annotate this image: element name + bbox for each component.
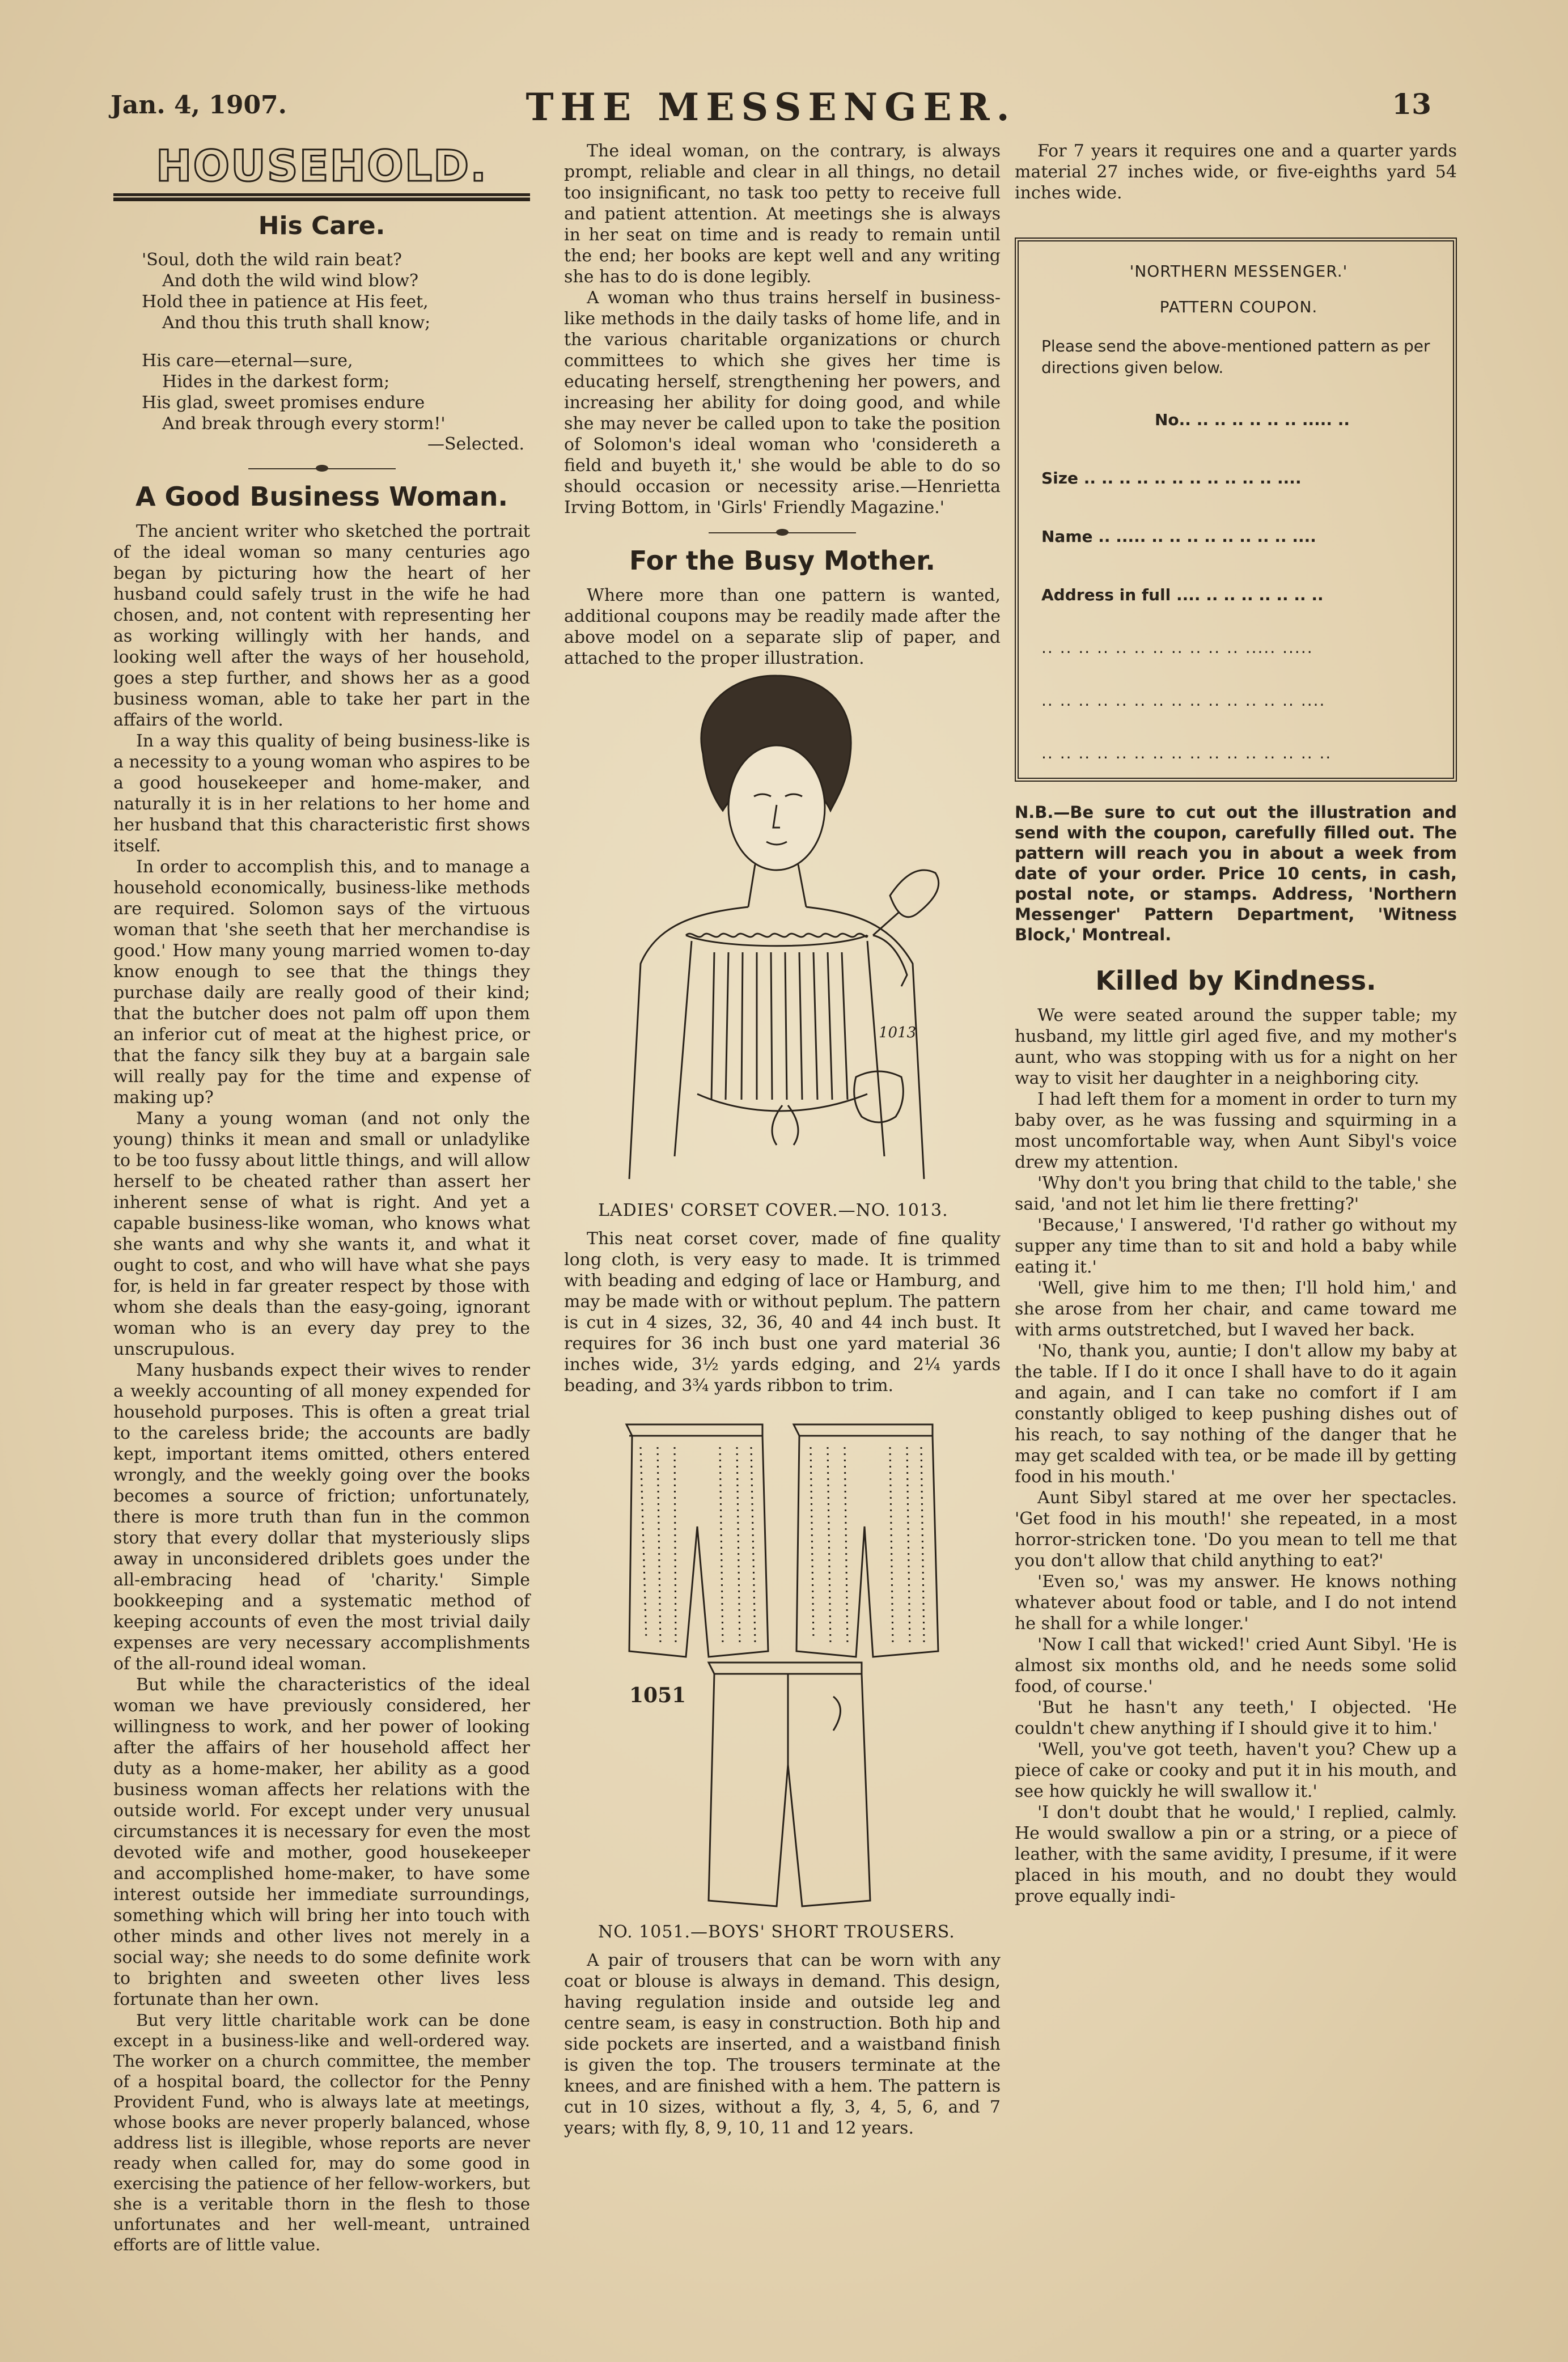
paragraph: Many husbands expect their wives to render a weekly accounting of all money expended for household purposes. This is often a great trial to the careless bride; the accounts are badly kept, important items omitted, others entered wrongly, and the weekly going over the books becomes a source of friction; unfortunately, there is more truth than fun in the common story that every dollar that mysteriously slips away in unconsidered driblets goes under the all-embracing head of 'charity.' Simple bookkeeping and a systematic method of keeping accounts of even the most trivial daily expenses are very necessary accomplishments of the all-round ideal woman. (113, 1360, 530, 1674)
coupon-address-field: Address in full .... .. .. .. .. .. .. .. (1041, 586, 1324, 604)
paragraph: In a way this quality of being business-like is a necessity to a young woman who aspires to be a good housekeeper and home-maker, and naturally it is in her relations to her home and her husband that this characteristic first shows itself. (113, 731, 530, 856)
poem-line: Hold thee in patience at His feet, (142, 292, 429, 312)
column-3 (1015, 141, 1457, 1907)
paragraph: The ancient writer who sketched the portrait of the ideal woman so many centuries ago began by picturing how the heart of her husband could safely trust in the wife he had chosen, and, not content with representing her as working willingly with her hands, and looking well after the ways of her household, goes a step further, and shows her as a good business woman, able to take her part in the affairs of the world. (113, 521, 530, 730)
paragraph: 'But he hasn't any teeth,' I objected. 'He couldn't chew anything if I should give it to him.' (1015, 1698, 1457, 1738)
paragraph: This neat corset cover, made of fine quality long cloth, is very easy to made. It is trimmed with beading and edging of lace or Hamburg, and may be made with or without peplum. The pattern is cut in 4 sizes, 32, 36, 40 and 44 inch bust. It requires for 36 inch bust one yard material 36 inches wide, 3½ yards edging, and 2¼ yards beading, and 3¾ yards ribbon to trim. (564, 1229, 1001, 1396)
paragraph: 'Why don't you bring that child to the table,' she said, 'and not let him lie there fretting?' (1015, 1173, 1457, 1214)
paragraph: 'Now I call that wicked!' cried Aunt Sibyl. 'He is almost six months old, and he needs some solid food, of course.' (1015, 1635, 1457, 1697)
coupon-no-field: No.. .. .. .. .. .. .. ..... .. (1155, 410, 1350, 429)
paragraph: 'Well, you've got teeth, haven't you? Chew up a piece of cake or cooky and put it in his mouth, and see how quickly he will swallow it.' (1015, 1740, 1457, 1801)
column-2 (564, 141, 1001, 2139)
page-number: 13 (1392, 87, 1431, 121)
heading-rule (113, 193, 530, 201)
figure-label: 1051 (629, 1683, 686, 1707)
poem-line: Hides in the darkest form; (162, 372, 390, 392)
paragraph: For 7 years it requires one and a quarter yards material 27 inches wide, or five-eighths yard 54 inches wide. (1015, 141, 1457, 203)
figure-caption: LADIES' CORSET COVER.—NO. 1013. (598, 1201, 948, 1220)
coupon-blank-line: .. .. .. .. .. .. .. .. .. .. .. .. .. .. .. .. (1041, 744, 1332, 762)
paragraph: Many a young woman (and not only the young) thinks it mean and small or unladylike to be too fussy about little things, and will allow herself to be cheated rather than assert her inherent sense of what is right. And yet a capable business-like woman, who knows what she wants and why she wants it, and what it ought to cost, and who will have what she pays for, is held in far greater respect by those with whom she deals than the easy-going, ignorant woman who is an every day prey to the unscrupulous. (113, 1109, 530, 1359)
pattern-coupon (1015, 238, 1457, 782)
paragraph: I had left them for a moment in order to turn my baby over, as he was fussing and squirming in a most uncomfortable way, when Aunt Sibyl's voice drew my attention. (1015, 1089, 1457, 1172)
poem-line: His glad, sweet promises endure (142, 393, 425, 413)
column-1 (113, 141, 530, 2255)
trousers-illustration (607, 1413, 958, 1912)
article-title: For the Busy Mother. (629, 545, 935, 576)
poem-title: His Care. (258, 211, 385, 240)
coupon-blank-line: .. .. .. .. .. .. .. .. .. .. .. .. .. .. .... (1041, 691, 1326, 710)
paragraph: We were seated around the supper table; my husband, my little girl aged five, and my mother's aunt, who was stopping with us for a night on her way to visit her daughter in a neighboring city. (1015, 1006, 1457, 1088)
paragraph: A pair of trousers that can be worn with any coat or blouse is always in demand. This design, having regulation inside and outside leg and centre seam, is easy in construction. Both hip and side pockets are inserted, and a waistband finish is given the top. The trousers terminate at the knees, and are finished with a hem. The pattern is cut in 10 sizes, without a fly, 3, 4, 5, 6, and 7 years; with fly, 8, 9, 10, 11 and 12 years. (564, 1950, 1001, 2138)
poem-line: His care—eternal—sure, (142, 351, 353, 371)
corset-cover-illustration (607, 669, 958, 1190)
article-title: Killed by Kindness. (1095, 965, 1376, 996)
paragraph: The ideal woman, on the contrary, is always prompt, reliable and clear in all things, no detail too insignificant, no task too petty to receive full and patient attention. At meetings she is always in her seat on time and is ready to remain until the end; her books are kept well and any writing she has to do is done legibly. (564, 141, 1001, 287)
coupon-note: N.B.—Be sure to cut out the illustration and send with the coupon, carefully filled out. The pattern will reach you in about a week from date of your order. Price 10 cents, in cash, postal note, or stamps. Address, 'Northern Messenger' Pattern Department, 'Witness Block,' Montreal. (1015, 803, 1457, 944)
paragraph: 'I don't doubt that he would,' I replied, calmly. He would swallow a pin or a string, or a piece of leather, with the same avidity, I presume, if it were placed in his mouth, and no doubt they would prove equally indi- (1015, 1803, 1457, 1906)
section-divider (709, 528, 856, 537)
newspaper-title: THE MESSENGER. (526, 85, 1016, 129)
article-title: A Good Business Woman. (135, 481, 508, 512)
poem-attribution: —Selected. (427, 434, 524, 454)
issue-date: Jan. 4, 1907. (111, 91, 287, 120)
poem-line: And thou this truth shall know; (162, 313, 431, 333)
paragraph: But very little charitable work can be done except in a business-like and well-ordered way. The worker on a church committee, the member of a hospital board, the collector for the Penny Provident Fund, who is always late at meetings, whose books are never properly balanced, whose address list is illegible, whose reports are never ready when called for, may do some good in exercising the patience of her fellow-workers, but she is a veritable thorn in the flesh to those unfortunates and her well-meant, untrained efforts are of little value. (113, 2011, 530, 2254)
figure-caption: NO. 1051.—BOYS' SHORT TROUSERS. (598, 1922, 955, 1942)
paragraph: A woman who thus trains herself in business-like methods in the daily tasks of home life, and in the various charitable organizations or church committees to which she gives her time is educating herself, strengthening her powers, and increasing her ability for doing good, and while she may never be called upon to take the position of Solomon's ideal woman who 'considereth a field and buyeth it,' she would be able to do so should occasion or necessity arise.—Henrietta Irving Bottom, in 'Girls' Friendly Magazine.' (564, 288, 1001, 518)
poem-line: 'Soul, doth the wild rain beat? (142, 250, 402, 270)
coupon-size-field: Size .. .. .. .. .. .. .. .. .. .. .. .... (1041, 469, 1302, 487)
coupon-title: 'NORTHERN MESSENGER.' (1129, 262, 1348, 281)
paragraph: But while the characteristics of the ideal woman we have previously considered, her willingness to work, and her power of looking after the affairs of her household affect her duty as a home-maker, her ability as a good business woman affects her relations with the outside world. For except under very unusual circumstances it is necessary for even the most devoted wife and mother, good housekeeper and accomplished home-maker, to have some interest outside her immediate surroundings, something which will bring her into touch with other minds and other lives not merely in a social way; she needs to do some definite work to brighten and sweeten other lives less fortunate than her own. (113, 1675, 530, 2009)
paragraph: 'Because,' I answered, 'I'd rather go without my supper any time than to sit and hold a baby while eating it.' (1015, 1215, 1457, 1277)
household-heading: HOUSEHOLD. (155, 141, 488, 191)
section-divider (248, 464, 396, 473)
paragraph: In order to accomplish this, and to manage a household economically, business-like methods are required. Solomon says of the virtuous woman that 'she seeth that her merchandise is good.' How many young married women to-day know enough to see that the things they purchase daily are really good of their kind; that the butcher does not palm off upon them an inferior cut of meat at the highest price, or that the fancy silk they buy at a bargain sale will really pay for the time and expense of making up? (113, 857, 530, 1108)
poem (142, 249, 530, 434)
poem-line: And doth the wild wind blow? (162, 271, 419, 291)
paragraph: Where more than one pattern is wanted, additional coupons may be readily made after the above model on a separate slip of paper, and attached to the proper illustration. (564, 586, 1001, 668)
coupon-subtitle: PATTERN COUPON. (1159, 298, 1318, 316)
paragraph: 'Well, give him to me then; I'll hold him,' and she arose from her chair, and came toward me with arms outstretched, but I waved her back. (1015, 1278, 1457, 1340)
coupon-blank-line: .. .. .. .. .. .. .. .. .. .. .. ..... ..... (1041, 638, 1313, 657)
paragraph: 'No, thank you, auntie; I don't allow my baby at the table. If I do it once I shall have to do it again and again, and I can take no comfort if I am constantly obliged to keep pushing dishes out of his reach, to say nothing of the danger that he may get scalded with tea, or be made ill by getting food in his mouth.' (1015, 1341, 1457, 1487)
paragraph: 'Even so,' was my answer. He knows nothing whatever about food or table, and I do not intend he shall for a while longer.' (1015, 1572, 1457, 1634)
figure-label: 1013 (879, 1024, 917, 1041)
paragraph: Aunt Sibyl stared at me over her spectacles. 'Get food in his mouth!' she repeated, in a most horror-stricken tone. 'Do you mean to tell me that you don't allow that child anything to eat?' (1015, 1488, 1457, 1571)
masthead (111, 85, 1431, 130)
poem-line: And break through every storm!' (162, 414, 446, 434)
coupon-instruction: Please send the above-mentioned pattern as per directions given below. (1041, 337, 1430, 377)
coupon-name-field: Name .. ..... .. .. .. .. .. .. .. .. .... (1041, 527, 1316, 546)
